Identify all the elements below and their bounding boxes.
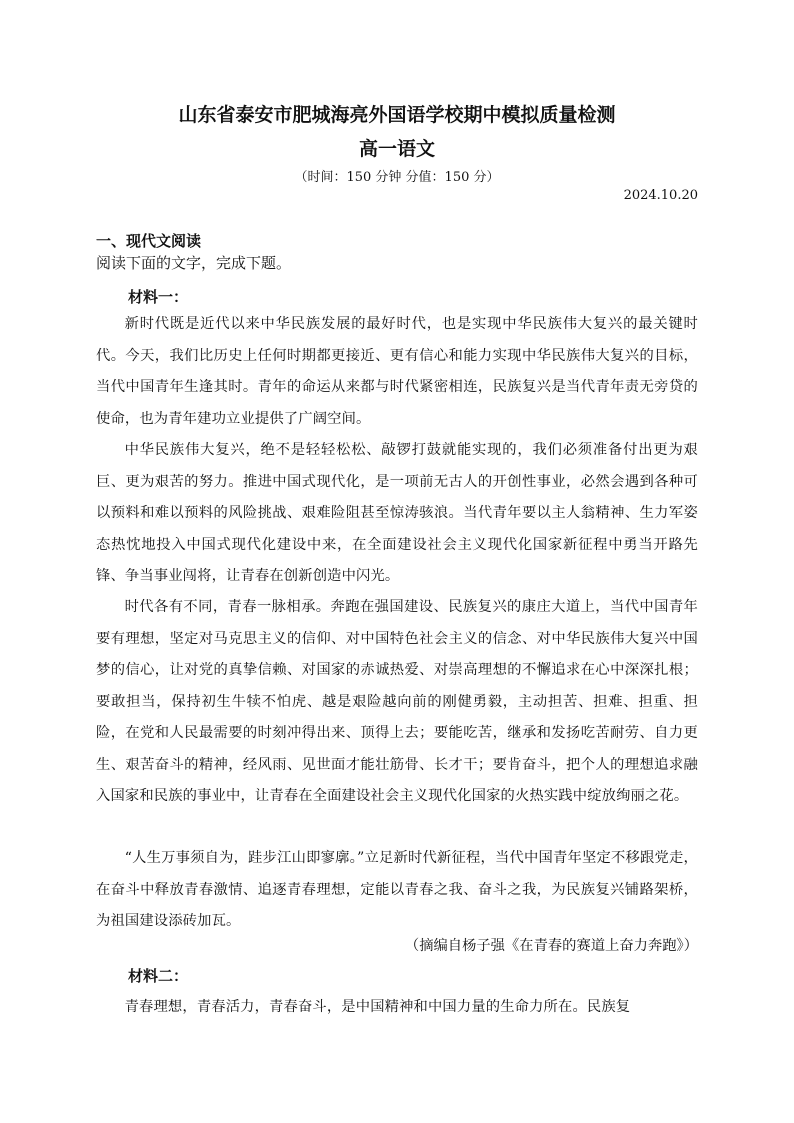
reading-instruction: 阅读下面的文字，完成下题。 bbox=[96, 254, 292, 272]
material-two-paragraph-1: 青春理想，青春活力，青春奋斗，是中国精神和中国力量的生命力所在。民族复 bbox=[124, 999, 631, 1015]
exam-title: 山东省泰安市肥城海亮外国语学校期中模拟质量检测 bbox=[178, 104, 616, 126]
material-one-paragraph-3: 时代各有不同，青春一脉相承。奔跑在强国建设、民族复兴的康庄大道上，当代中国青年要有理想，坚定对马克思主义的信仰、对中国特色社会主义的信念、对中华民族伟大复兴中国梦的信心，让对党的真挚信赖、对国家的赤诚热爱、对崇高理想的不懈追求在心中深深扎根；要敢担当，保持初生牛犊不怕虎、越是艰险越向前的刚健勇毅，主动担苦、担难、担重、担险，在党和人民最需要的时刻冲得出来、顶得上去；要能吃苦，继承和发扬吃苦耐劳、自力更生、艰苦奋斗的精神，经风雨、见世面才能壮筋骨、长才干；要肯奋斗，把个人的理想追求融入国家和民族的事业中，让青春在全面建设社会主义现代化国家的火热实践中绽放绚丽之花。 bbox=[96, 599, 698, 804]
exam-date: 2024.10.20 bbox=[623, 188, 698, 203]
exam-subject: 高一语文 bbox=[358, 138, 435, 160]
material-two-label: 材料二： bbox=[128, 967, 189, 985]
material-one-label: 材料一： bbox=[128, 288, 189, 306]
section-heading: 一、现代文阅读 bbox=[96, 232, 202, 250]
material-one-paragraph-2: 中华民族伟大复兴，绝不是轻轻松松、敲锣打鼓就能实现的，我们必须准备付出更为艰巨、更为艰苦的努力。推进中国式现代化，是一项前无古人的开创性事业，必然会遇到各种可以预料和难以预料的风险挑战、艰难险阻甚至惊涛骇浪。当代青年要以主人翁精神、生力军姿态热忱地投入中国式现代化建设中来，在全面建设社会主义现代化国家新征程中勇当开路先锋、争当事业闯将，让青春在创新创造中闪光。 bbox=[96, 442, 698, 584]
material-one-paragraph-4: “人生万事须自为，跬步江山即寥廓。”立足新时代新征程，当代中国青年坚定不移跟党走，在奋斗中释放青春激情、追逐青春理想，定能以青春之我、奋斗之我，为民族复兴铺路架桥，为祖国建设添砖加瓦。 bbox=[96, 850, 698, 929]
material-one-source: （摘编自杨子强《在青春的赛道上奋力奔跑》） bbox=[404, 938, 698, 954]
material-one-paragraph-1: 新时代既是近代以来中华民族发展的最好时代，也是实现中华民族伟大复兴的最关键时代。今天，我们比历史上任何时期都更接近、更有信心和能力实现中华民族伟大复兴的目标，当代中国青年生逢其时。青年的命运从来都与时代紧密相连，民族复兴是当代青年责无旁贷的使命，也为青年建功立业提供了广阔空间。 bbox=[96, 316, 698, 427]
exam-time-score-info: （时间：150 分钟 分值：150 分） bbox=[294, 170, 500, 185]
